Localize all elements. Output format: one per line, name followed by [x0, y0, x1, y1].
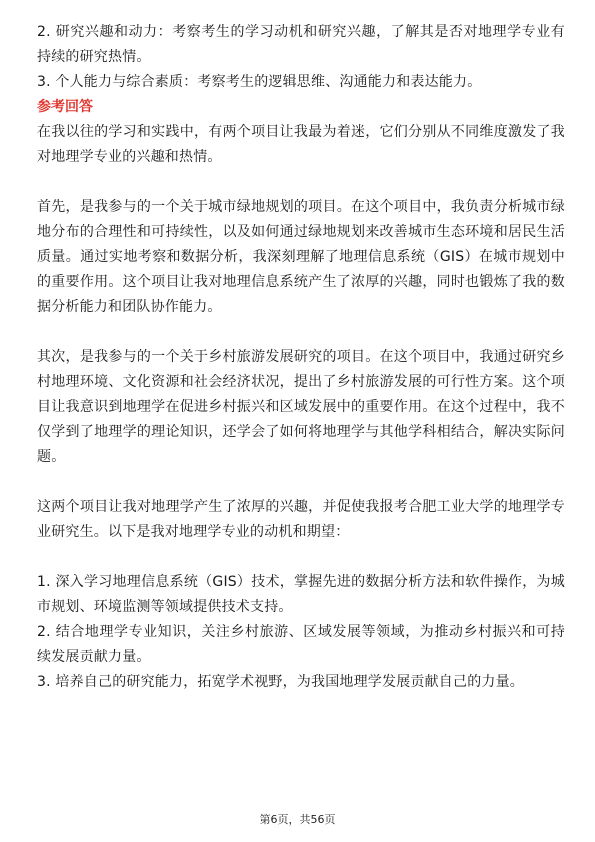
answer-paragraph-motivation: 这两个项目让我对地理学产生了浓厚的兴趣，并促使我报考合肥工业大学的地理学专业研究生。以下是我对地理学专业的动机和期望：: [37, 499, 565, 540]
goal-item-1: 1. 深入学习地理信息系统（GIS）技术，掌握先进的数据分析方法和软件操作，为城市规划、环境监测等领域提供技术支持。: [37, 574, 565, 615]
paragraph-gap: [37, 320, 565, 345]
intro-point-2: 2. 研究兴趣和动力：考察考生的学习动机和研究兴趣，了解其是否对地理学专业有持续的研究热情。: [37, 24, 565, 65]
paragraph-gap: [37, 470, 565, 495]
answer-paragraph-first-project: 首先，是我参与的一个关于城市绿地规划的项目。在这个项目中，我负责分析城市绿地分布的合理性和可持续性，以及如何通过绿地规划来改善城市生态环境和居民生活质量。通过实地考察和数据分析，我深刻理解了地理信息系统（GIS）在城市规划中的重要作用。这个项目让我对地理信息系统产生了浓厚的兴趣，同时也锻炼了我的数据分析能力和团队协作能力。: [37, 199, 565, 315]
paragraph-gap: [37, 170, 565, 195]
answer-heading: 参考回答: [37, 99, 93, 115]
goal-item-2: 2. 结合地理学专业知识，关注乡村旅游、区域发展等领域，为推动乡村振兴和可持续发展贡献力量。: [37, 624, 565, 665]
answer-paragraph-intro: 在我以往的学习和实践中，有两个项目让我最为着迷，它们分别从不同维度激发了我对地理学专业的兴趣和热情。: [37, 124, 565, 165]
goal-item-3: 3. 培养自己的研究能力，拓宽学术视野，为我国地理学发展贡献自己的力量。: [37, 674, 525, 690]
page-number-label: 第6页，共56页: [259, 813, 336, 826]
intro-point-3: 3. 个人能力与综合素质：考察考生的逻辑思维、沟通能力和表达能力。: [37, 74, 482, 90]
answer-paragraph-second-project: 其次，是我参与的一个关于乡村旅游发展研究的项目。在这个项目中，我通过研究乡村地理环境、文化资源和社会经济状况，提出了乡村旅游发展的可行性方案。这个项目让我意识到地理学在促进乡村振兴和区域发展中的重要作用。在这个过程中，我不仅学到了地理学的理论知识，还学会了如何将地理学与其他学科相结合，解决实际问题。: [37, 349, 565, 465]
page-footer: [0, 813, 595, 827]
page-content: [37, 20, 565, 695]
paragraph-gap: [37, 545, 565, 570]
